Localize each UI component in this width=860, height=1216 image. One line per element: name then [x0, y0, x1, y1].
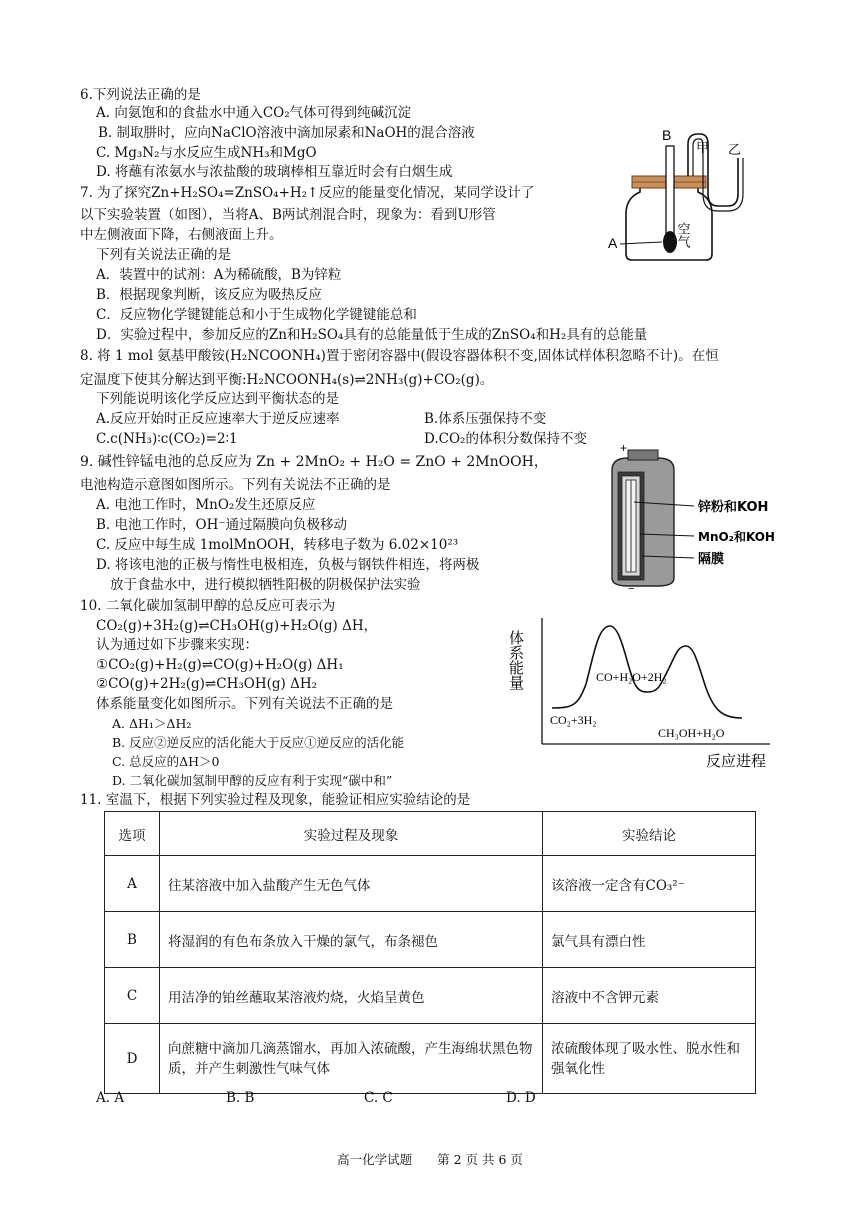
- q10-stem-line3: 体系能量变化如图所示。下列有关说法不正确的是: [96, 696, 393, 712]
- state-products: CH₃OH+H₂O: [658, 726, 725, 740]
- state-intermediate: CO+H₂O+2H₂: [596, 670, 667, 684]
- q7-stem-line4: 下列有关说法正确的是: [96, 247, 231, 263]
- label-separator: 隔膜: [698, 552, 725, 567]
- q9-option-b: B. 电池工作时，OH⁻通过隔膜向负极移动: [96, 517, 347, 533]
- q9-option-d-line2: 放于食盐水中，进行模拟牺牲阳极的阴极保护法实验: [110, 577, 421, 593]
- row-a-process: 往某溶液中加入盐酸产生无色气体: [160, 856, 543, 912]
- q11-choice-a: A. A: [96, 1090, 125, 1106]
- table-row: [105, 968, 756, 1024]
- table-row: [105, 856, 756, 912]
- row-d-label: D: [105, 1024, 160, 1094]
- q7-option-a: A．装置中的试剂：A为稀硫酸，B为锌粒: [96, 267, 342, 283]
- row-c-process: 用洁净的铂丝蘸取某溶液灼烧，火焰呈黄色: [160, 968, 543, 1024]
- row-c-conclusion: 溶液中不含钾元素: [543, 968, 756, 1024]
- state-reactants: CO₂+3H₂: [550, 713, 597, 727]
- q11-choice-c: C. C: [364, 1090, 393, 1106]
- q11-choice-b: B. B: [226, 1090, 255, 1106]
- q7-option-c: C．反应物化学键键能总和小于生成物化学键键能总和: [96, 307, 417, 323]
- q6-option-c: C. Mg₃N₂与水反应生成NH₃和MgO: [96, 145, 317, 161]
- q10-eq-step1: ①CO₂(g)+H₂(g)⇌CO(g)+H₂O(g) ΔH₁: [96, 657, 344, 673]
- q6-stem: 6.下列说法正确的是: [80, 87, 201, 103]
- q10-option-d: D. 二氧化碳加氢制甲醇的反应有利于实现“碳中和”: [112, 773, 393, 788]
- label-jia: 甲: [696, 141, 710, 156]
- row-c-label: C: [105, 968, 160, 1024]
- label-zinc-koh: 锌粉和KOH: [698, 500, 769, 515]
- q10-option-b: B. 反应②逆反应的活化能大于反应①逆反应的活化能: [112, 735, 405, 750]
- negative-terminal-label: −: [628, 583, 635, 595]
- q9-option-a: A. 电池工作时，MnO₂发生还原反应: [96, 497, 316, 513]
- y-axis-label: 体系能量: [507, 630, 525, 690]
- q9-stem-line2: 电池构造示意图如图所示。下列有关说法不正确的是: [80, 477, 391, 493]
- q6-option-d: D. 将蘸有浓氨水与浓盐酸的玻璃棒相互靠近时会有白烟生成: [96, 164, 453, 180]
- label-mno2-koh: MnO₂和KOH: [698, 530, 775, 544]
- q8-stem-line1: 8. 将 1 mol 氨基甲酸铵(H₂NCOONH₄)置于密闭容器中(假设容器体积不变,固体试样体积忽略不计)。在恒: [80, 348, 719, 364]
- row-d-conclusion: 浓硫酸体现了吸水性、脱水性和强氧化性: [543, 1024, 756, 1094]
- q11-stem: 11. 室温下，根据下列实验过程及现象，能验证相应实验结论的是: [80, 792, 471, 808]
- q8-option-d: D.CO₂的体积分数保持不变: [424, 431, 587, 447]
- header-option: 选项: [105, 812, 160, 856]
- q9-stem-line1: 9. 碱性锌锰电池的总反应为 Zn + 2MnO₂ + H₂O = ZnO + 2MnOOH，: [80, 454, 548, 470]
- q10-energy-diagram: [507, 614, 782, 774]
- q6-option-b: B. 制取肼时，应向NaClO溶液中滴加尿素和NaOH的混合溶液: [98, 125, 475, 141]
- label-air: 空气: [674, 222, 690, 248]
- label-a: A: [608, 235, 618, 251]
- q11-table: [104, 811, 756, 1094]
- q10-option-a: A. ΔH₁＞ΔH₂: [112, 716, 192, 731]
- q7-option-d: D．实验过程中，参加反应的Zn和H₂SO₄具有的总能量低于生成的ZnSO₄和H₂具有的总能量: [96, 327, 648, 343]
- header-conclusion: 实验结论: [543, 812, 756, 856]
- q8-option-a: A.反应开始时正反应速率大于逆反应速率: [96, 411, 340, 427]
- q10-stem-line1: 10. 二氧化碳加氢制甲醇的总反应可表示为: [80, 598, 336, 614]
- q10-eq-step2: ②CO(g)+2H₂(g)⇌CH₃OH(g) ΔH₂: [96, 676, 318, 692]
- dropper-tube: [666, 146, 674, 242]
- q7-option-b: B．根据现象判断，该反应为吸热反应: [96, 287, 322, 303]
- q10-stem-line2: 认为通过如下步骤来实现：: [96, 637, 258, 653]
- page-footer: 高一化学试题 第 2 页 共 6 页: [337, 1152, 523, 1167]
- q8-stem-line2: 定温度下使其分解达到平衡:H₂NCOONH₄(s)⇌2NH₃(g)+CO₂(g)。: [80, 372, 494, 388]
- row-a-label: A: [105, 856, 160, 912]
- q9-option-c: C. 反应中每生成 1molMnOOH，转移电子数为 6.02×10²³: [96, 537, 459, 553]
- row-b-conclusion: 氯气具有漂白性: [543, 912, 756, 968]
- table-row: [105, 912, 756, 968]
- label-yi: 乙: [728, 143, 742, 158]
- q8-option-b: B.体系压强保持不变: [424, 411, 547, 427]
- q9-battery-figure: [604, 441, 784, 595]
- q10-option-c: C. 总反应的ΔH＞0: [112, 754, 220, 769]
- q9-option-d-line1: D. 将该电池的正极与惰性电极相连，负极与钢铁件相连，将两极: [96, 557, 480, 573]
- row-b-process: 将湿润的有色布条放入干燥的氯气，布条褪色: [160, 912, 543, 968]
- row-a-conclusion: 该溶液一定含有CO₃²⁻: [543, 856, 756, 912]
- q8-stem-line3: 下列能说明该化学反应达到平衡状态的是: [96, 391, 339, 407]
- positive-terminal-label: +: [620, 441, 628, 455]
- row-b-label: B: [105, 912, 160, 968]
- q7-stem-line3: 中左侧液面下降，右侧液面上升。: [80, 227, 283, 243]
- q7-stem-line1: 7. 为了探究Zn+H₂SO₄=ZnSO₄+H₂↑反应的能量变化情况，某同学设计了: [80, 185, 535, 201]
- q11-choice-d: D. D: [506, 1090, 536, 1106]
- q8-option-c: C.c(NH₃)∶c(CO₂)=2∶1: [96, 431, 238, 447]
- positive-cap: [628, 450, 658, 460]
- q6-option-a: A. 向氨饱和的食盐水中通入CO₂气体可得到纯碱沉淀: [96, 105, 412, 121]
- q10-eq-total: CO₂(g)+3H₂(g)⇌CH₃OH(g)+H₂O(g) ΔH，: [96, 618, 378, 634]
- header-process: 实验过程及现象: [160, 812, 543, 856]
- label-b: B: [662, 127, 672, 143]
- table-row: [105, 1024, 756, 1094]
- x-axis-label: 反应进程: [706, 752, 767, 770]
- row-d-process: 向蔗糖中滴加几滴蒸馏水，再加入浓硫酸，产生海绵状黑色物质，并产生刺激性气味气体: [160, 1024, 543, 1094]
- q7-stem-line2: 以下实验装置（如图），当将A、B两试剂混合时，现象为：看到U形管: [80, 207, 496, 223]
- q7-apparatus-figure: [600, 124, 770, 264]
- table-header-row: [105, 812, 756, 856]
